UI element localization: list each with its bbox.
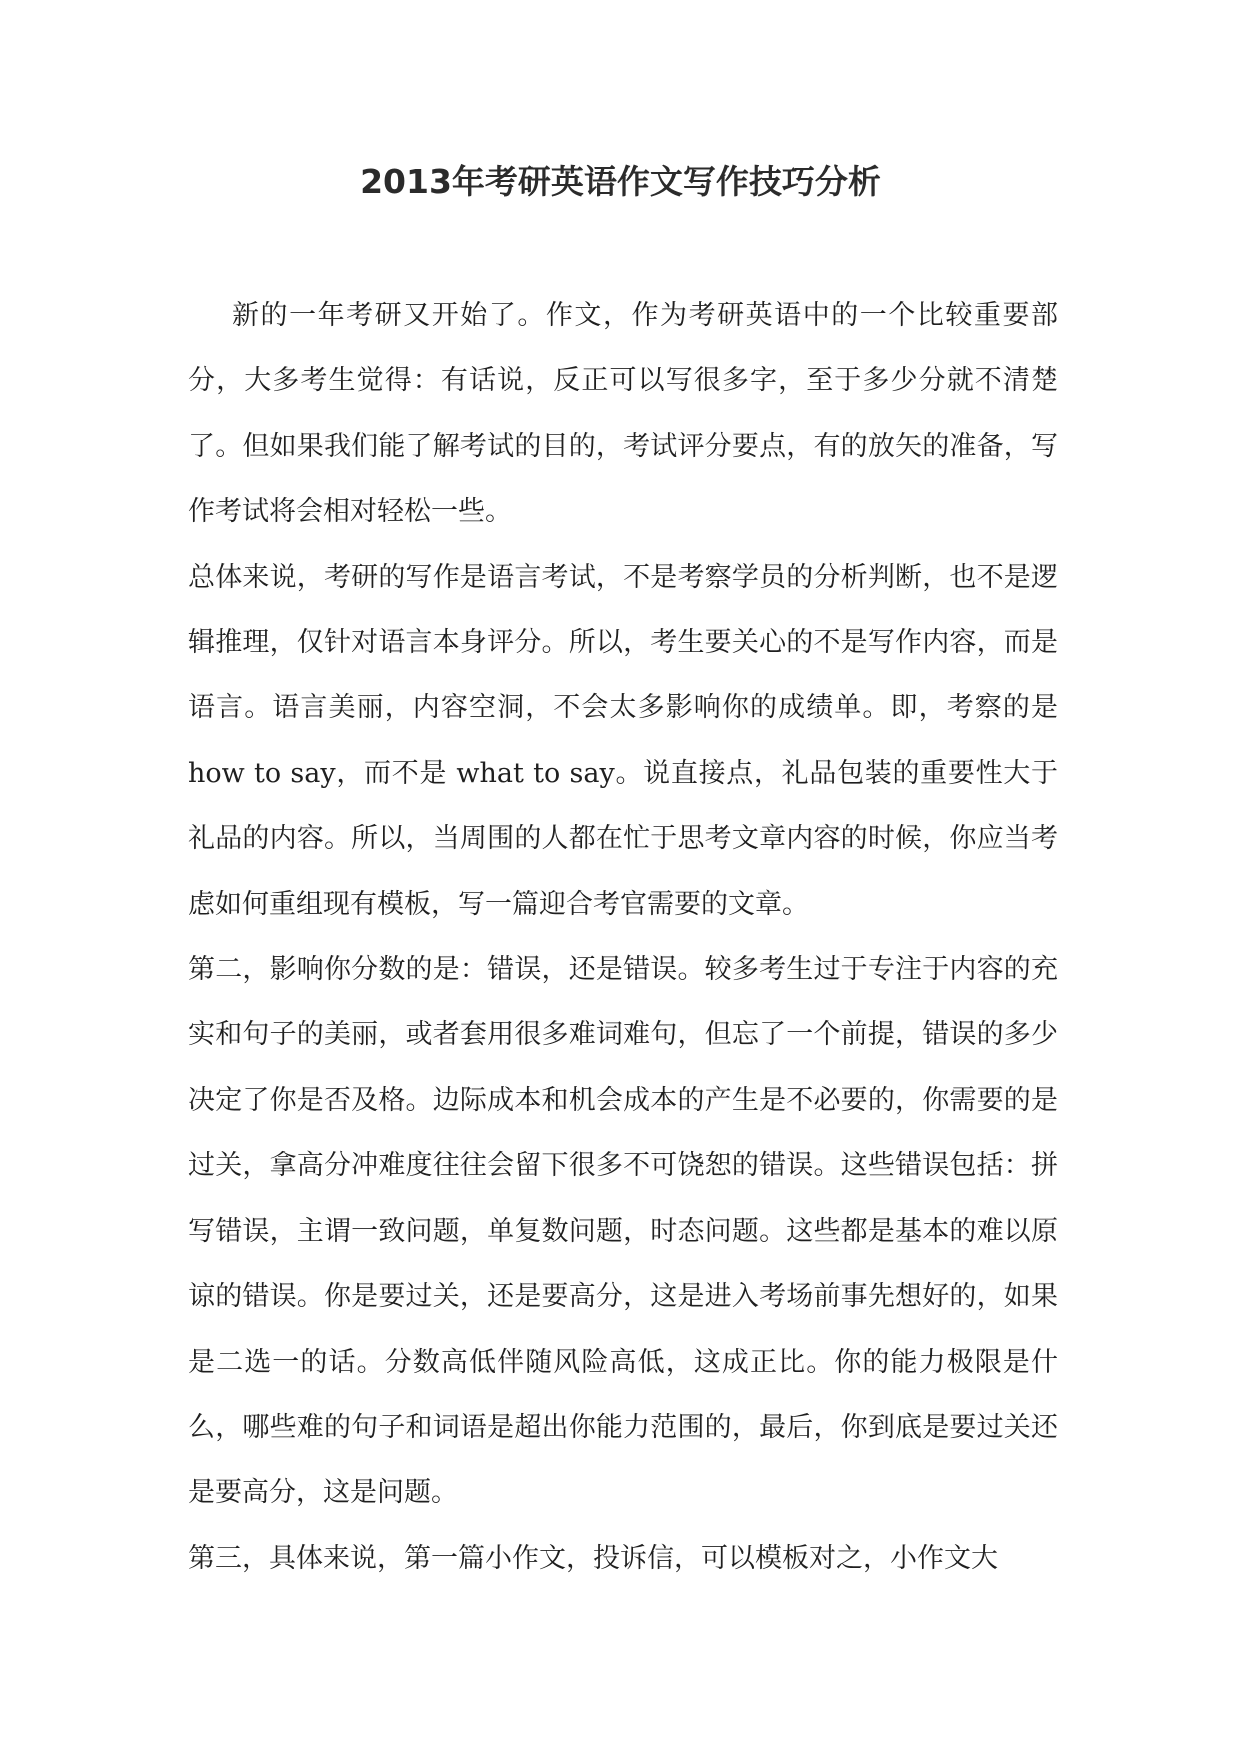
paragraph-third: 第三，具体来说，第一篇小作文，投诉信，可以模板对之，小作文大 xyxy=(188,1542,998,1574)
document-body xyxy=(188,283,1058,1591)
paragraph-overall: 总体来说，考研的写作是语言考试，不是考察学员的分析判断，也不是逻辑推理，仅针对语言本身评分。所以，考生要关心的不是写作内容，而是语言。语言美丽，内容空洞，不会太多影响你的成绩单。即，考察的是 how to say，而不是 what to say。说直接点，礼品包装的重要性大于礼品的内容。所以，当周围的人都在忙于思考文章内容的时候，你应当考虑如何重组现有模板，写一篇迎合考官需要的文章。 xyxy=(188,561,1058,920)
paragraph-second: 第二，影响你分数的是：错误，还是错误。较多考生过于专注于内容的充实和句子的美丽，或者套用很多难词难句，但忘了一个前提，错误的多少决定了你是否及格。边际成本和机会成本的产生是不必要的，你需要的是过关，拿高分冲难度往往会留下很多不可饶恕的错误。这些错误包括：拼写错误，主谓一致问题，单复数问题，时态问题。这些都是基本的难以原谅的错误。你是要过关，还是要高分，这是进入考场前事先想好的，如果是二选一的话。分数高低伴随风险高低，这成正比。你的能力极限是什么，哪些难的句子和词语是超出你能力范围的，最后，你到底是要过关还是要高分，这是问题。 xyxy=(188,954,1058,1509)
document-title: 2013年考研英语作文写作技巧分析 xyxy=(360,162,881,201)
paragraph-intro: 新的一年考研又开始了。作文，作为考研英语中的一个比较重要部分，大多考生觉得：有话说，反正可以写很多字，至于多少分就不清楚了。但如果我们能了解考试的目的，考试评分要点，有的放矢的准备，写作考试将会相对轻松一些。 xyxy=(188,300,1058,528)
